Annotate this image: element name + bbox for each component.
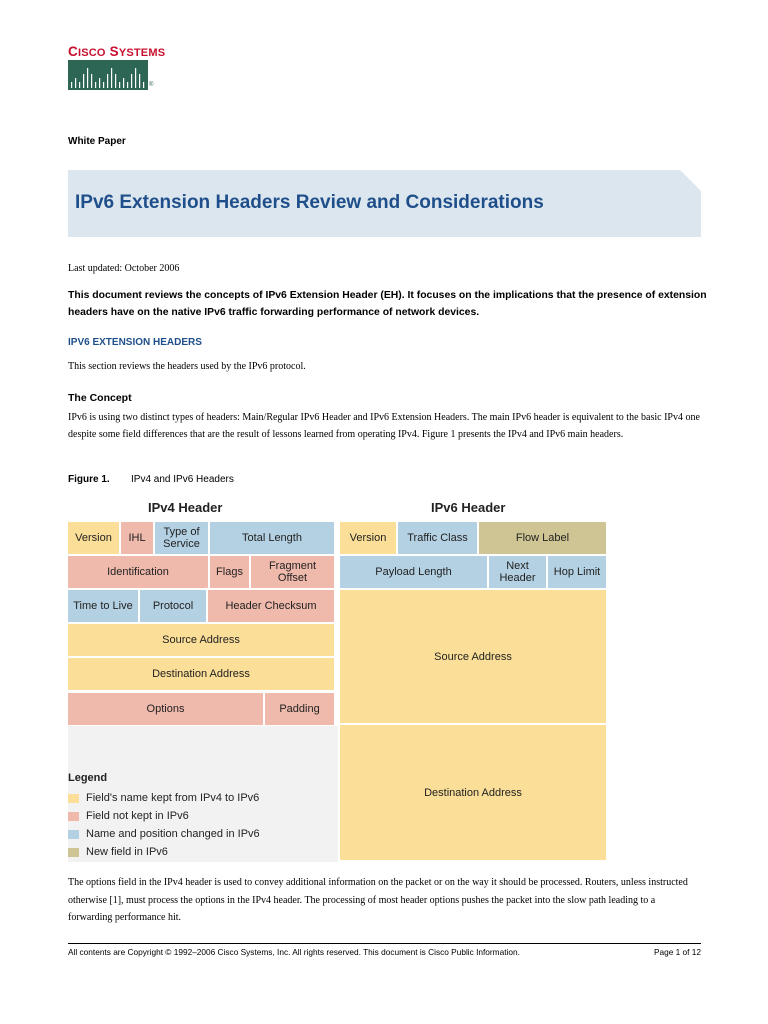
- section-heading: IPV6 EXTENSION HEADERS: [68, 337, 202, 348]
- ipv4-version-field: Version: [68, 522, 119, 554]
- legend-swatch: [68, 848, 79, 857]
- ipv6-flow-label-field: Flow Label: [479, 522, 606, 554]
- ipv6-header-title: IPv6 Header: [431, 500, 506, 515]
- legend-swatch: [68, 794, 79, 803]
- ipv4-total-length-field: Total Length: [210, 522, 334, 554]
- ipv4-padding-field: Padding: [265, 693, 334, 725]
- page-title: IPv6 Extension Headers Review and Considerations: [75, 192, 544, 213]
- ipv6-source-address-field: Source Address: [340, 590, 606, 723]
- ipv4-type-of-service-field: Type of Service: [155, 522, 208, 554]
- legend-swatch: [68, 812, 79, 821]
- ipv6-version-field: Version: [340, 522, 396, 554]
- registered-mark-icon: ®: [149, 82, 154, 88]
- section-text: This section reviews the headers used by the IPv6 protocol.: [68, 361, 306, 372]
- ipv4-header-checksum-field: Header Checksum: [208, 590, 334, 622]
- figure-label: Figure 1.: [68, 474, 110, 485]
- ipv4-destination-address-field: Destination Address: [68, 658, 334, 690]
- legend-label: Field not kept in IPv6: [86, 810, 189, 822]
- intro-paragraph: This document reviews the concepts of IPv6 Extension Header (EH). It focuses on the implications that the presence of extension headers have on the native IPv6 traffic forwarding performance of network devices.: [68, 290, 707, 318]
- options-paragraph: The options field in the IPv4 header is used to convey additional information on the packet or on the way it should be processed. Routers, unless instructed otherwise [1], must process the options in the IPv4 header. The processing of most header options pushes the packet into the slow path leading to a forwarding performance hit.: [68, 877, 688, 923]
- footer-divider: [68, 943, 701, 944]
- last-updated: Last updated: October 2006: [68, 263, 180, 274]
- ipv4-flags-field: Flags: [210, 556, 249, 588]
- legend-label: Field's name kept from IPv4 to IPv6: [86, 792, 260, 804]
- ipv6-destination-address-field: Destination Address: [340, 725, 606, 860]
- figure-caption: IPv4 and IPv6 Headers: [131, 474, 234, 485]
- ipv6-payload-length-field: Payload Length: [340, 556, 487, 588]
- concept-heading: The Concept: [68, 392, 132, 404]
- ipv4-options-field: Options: [68, 693, 263, 725]
- legend-swatch: [68, 830, 79, 839]
- ipv6-hop-limit-field: Hop Limit: [548, 556, 606, 588]
- footer-page-number: Page 1 of 12: [653, 947, 701, 957]
- ipv4-ttl-field: Time to Live: [68, 590, 138, 622]
- legend-label: New field in IPv6: [86, 846, 168, 858]
- ipv4-ihl-field: IHL: [121, 522, 153, 554]
- logo-bridge-bars: [68, 60, 148, 90]
- ipv4-header-title: IPv4 Header: [148, 500, 223, 515]
- legend-title: Legend: [68, 772, 108, 784]
- ipv4-protocol-field: Protocol: [140, 590, 206, 622]
- ipv4-source-address-field: Source Address: [68, 624, 334, 656]
- ipv6-next-header-field: Next Header: [489, 556, 546, 588]
- ipv4-identification-field: Identification: [68, 556, 208, 588]
- concept-paragraph: IPv6 is using two distinct types of headers: Main/Regular IPv6 Header and IPv6 Extension Headers. The main IPv6 header is equivalent to the basic IPv4 one despite some field differences that are the result of lessons learned from operating IPv4. Figure 1 presents the IPv4 and IPv6 main headers.: [68, 412, 700, 441]
- ipv4-fragment-offset-field: Fragment Offset: [251, 556, 334, 588]
- footer-copyright: All contents are Copyright © 1992–2006 Cisco Systems, Inc. All rights reserved. This document is Cisco Public Information.: [68, 947, 520, 957]
- cisco-logo: [68, 44, 166, 92]
- ipv6-traffic-class-field: Traffic Class: [398, 522, 477, 554]
- doc-type: White Paper: [68, 136, 126, 147]
- legend-label: Name and position changed in IPv6: [86, 828, 260, 840]
- logo-wordmark: CISCO SYSTEMS: [68, 44, 166, 59]
- ipv4-ipv6-header-figure: [68, 496, 606, 862]
